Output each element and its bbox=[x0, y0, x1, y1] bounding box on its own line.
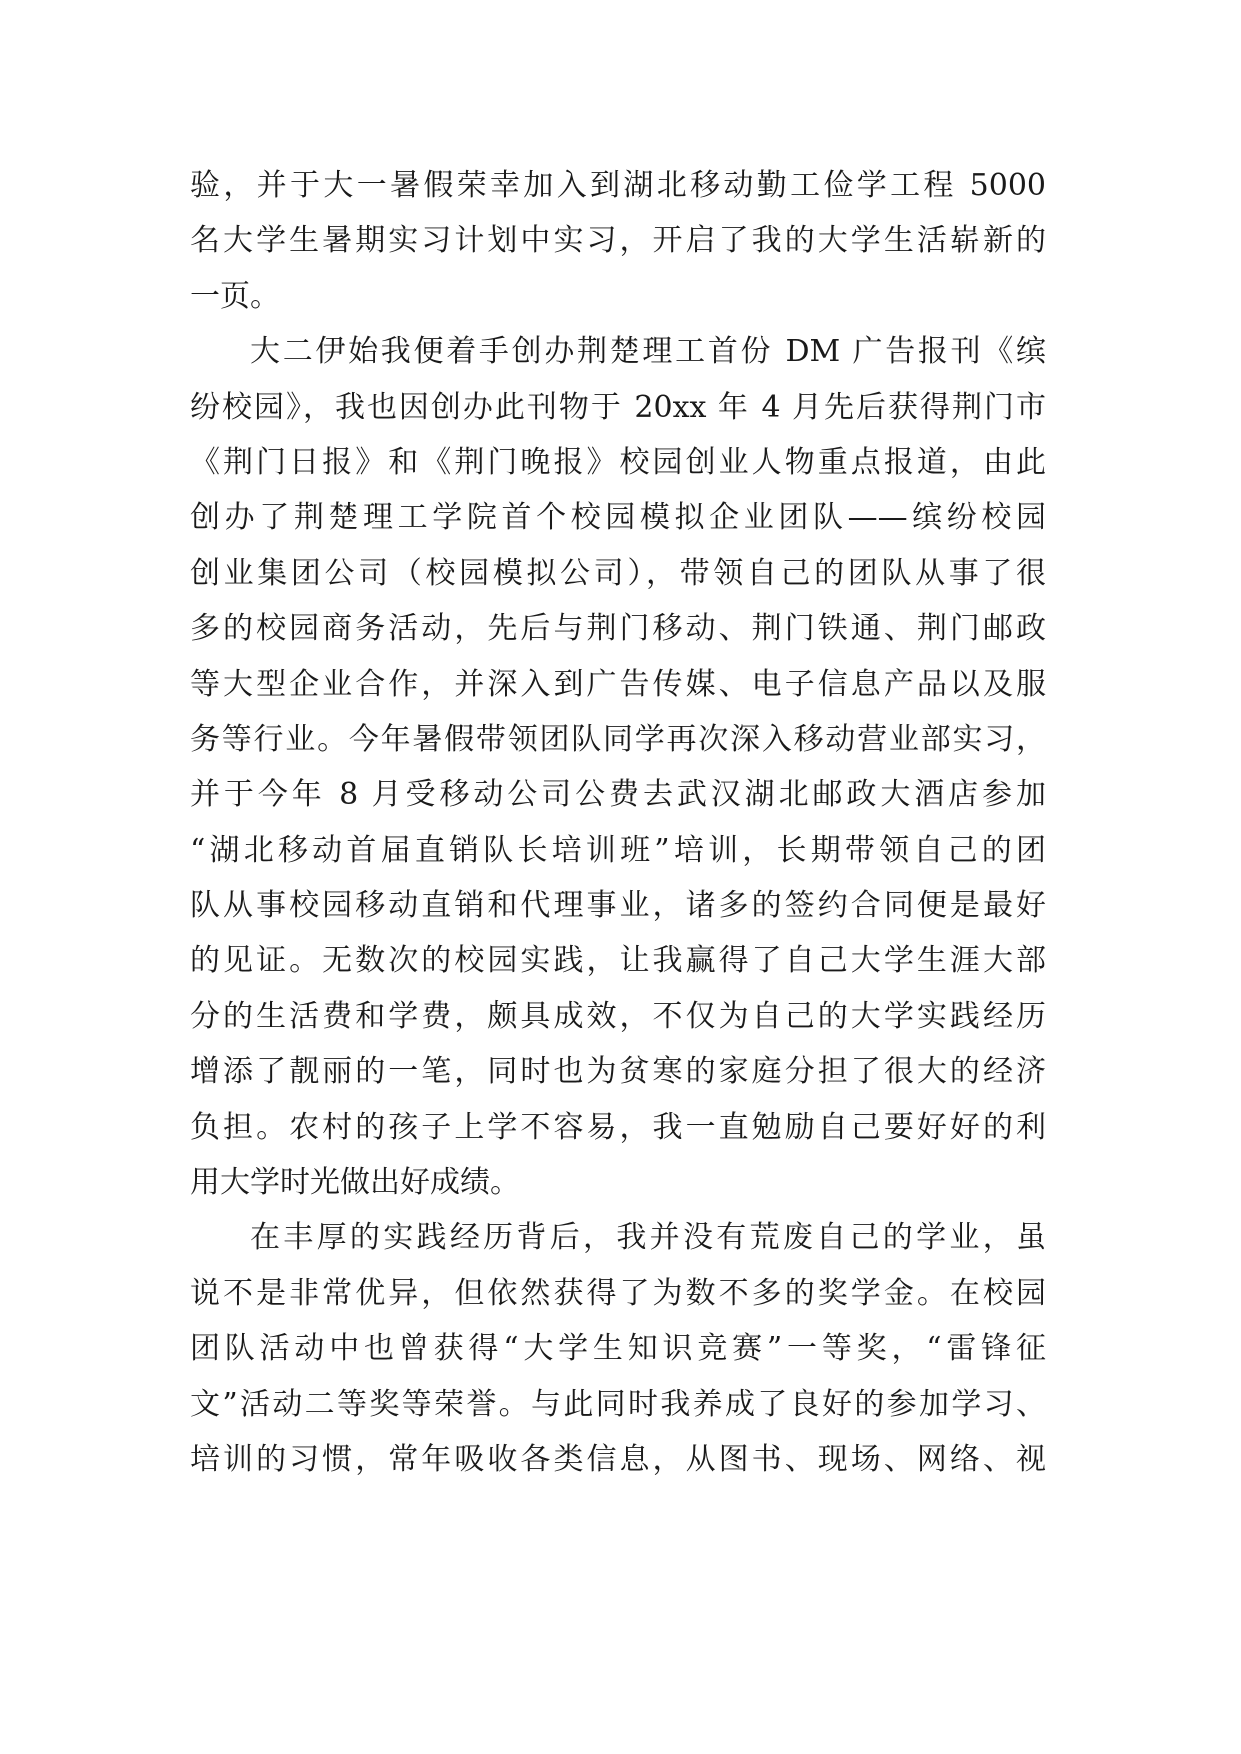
text-line: 创业集团公司（校园模拟公司），带领自己的团队从事了很 bbox=[190, 555, 1046, 591]
paragraph-3 bbox=[190, 1210, 1046, 1487]
text-line: 增添了靓丽的一笔，同时也为贫寒的家庭分担了很大的经济 bbox=[190, 1054, 1046, 1090]
text-line: 一页。 bbox=[190, 278, 280, 314]
text-line: 队从事校园移动直销和代理事业，诸多的签约合同便是最好 bbox=[190, 888, 1046, 924]
text-line: 多的校园商务活动，先后与荆门移动、荆门铁通、荆门邮政 bbox=[190, 611, 1046, 647]
text-line: 负担。农村的孩子上学不容易，我一直勉励自己要好好的利 bbox=[190, 1109, 1046, 1145]
text-line: 团队活动中也曾获得“大学生知识竞赛”一等奖，“雷锋征 bbox=[190, 1331, 1046, 1367]
text-line: 名大学生暑期实习计划中实习，开启了我的大学生活崭新的 bbox=[190, 223, 1046, 259]
text-line: “湖北移动首届直销队长培训班”培训，长期带领自己的团 bbox=[190, 832, 1046, 868]
text-line: 文”活动二等奖等荣誉。与此同时我养成了良好的参加学习、 bbox=[190, 1386, 1046, 1422]
text-line: 纷校园》，我也因创办此刊物于 20xx 年 4 月先后获得荆门市 bbox=[190, 389, 1046, 425]
text-line: 用大学时光做出好成绩。 bbox=[190, 1165, 520, 1201]
document-body bbox=[190, 158, 1046, 1487]
text-line: 验，并于大一暑假荣幸加入到湖北移动勤工俭学工程 5000 bbox=[190, 168, 1046, 203]
text-line: 务等行业。今年暑假带领团队同学再次深入移动营业部实习， bbox=[190, 721, 1046, 757]
text-line: 《荆门日报》和《荆门晚报》校园创业人物重点报道，由此 bbox=[190, 444, 1046, 480]
text-line: 并于今年 8 月受移动公司公费去武汉湖北邮政大酒店参加 bbox=[190, 777, 1046, 813]
paragraph-1 bbox=[190, 158, 1046, 324]
text-line: 培训的习惯，常年吸收各类信息，从图书、现场、网络、视 bbox=[190, 1441, 1046, 1477]
text-line: 的见证。无数次的校园实践，让我赢得了自己大学生涯大部 bbox=[190, 943, 1046, 979]
text-line: 等大型企业合作，并深入到广告传媒、电子信息产品以及服 bbox=[190, 666, 1046, 702]
text-line: 在丰厚的实践经历背后，我并没有荒废自己的学业，虽 bbox=[250, 1220, 1046, 1256]
text-line: 大二伊始我便着手创办荆楚理工首份 DM 广告报刊《缤 bbox=[250, 334, 1046, 370]
text-line: 创办了荆楚理工学院首个校园模拟企业团队——缤纷校园 bbox=[190, 500, 1046, 536]
text-line: 说不是非常优异，但依然获得了为数不多的奖学金。在校园 bbox=[190, 1275, 1046, 1311]
text-line: 分的生活费和学费，颇具成效，不仅为自己的大学实践经历 bbox=[190, 998, 1046, 1034]
paragraph-2 bbox=[190, 324, 1046, 1210]
